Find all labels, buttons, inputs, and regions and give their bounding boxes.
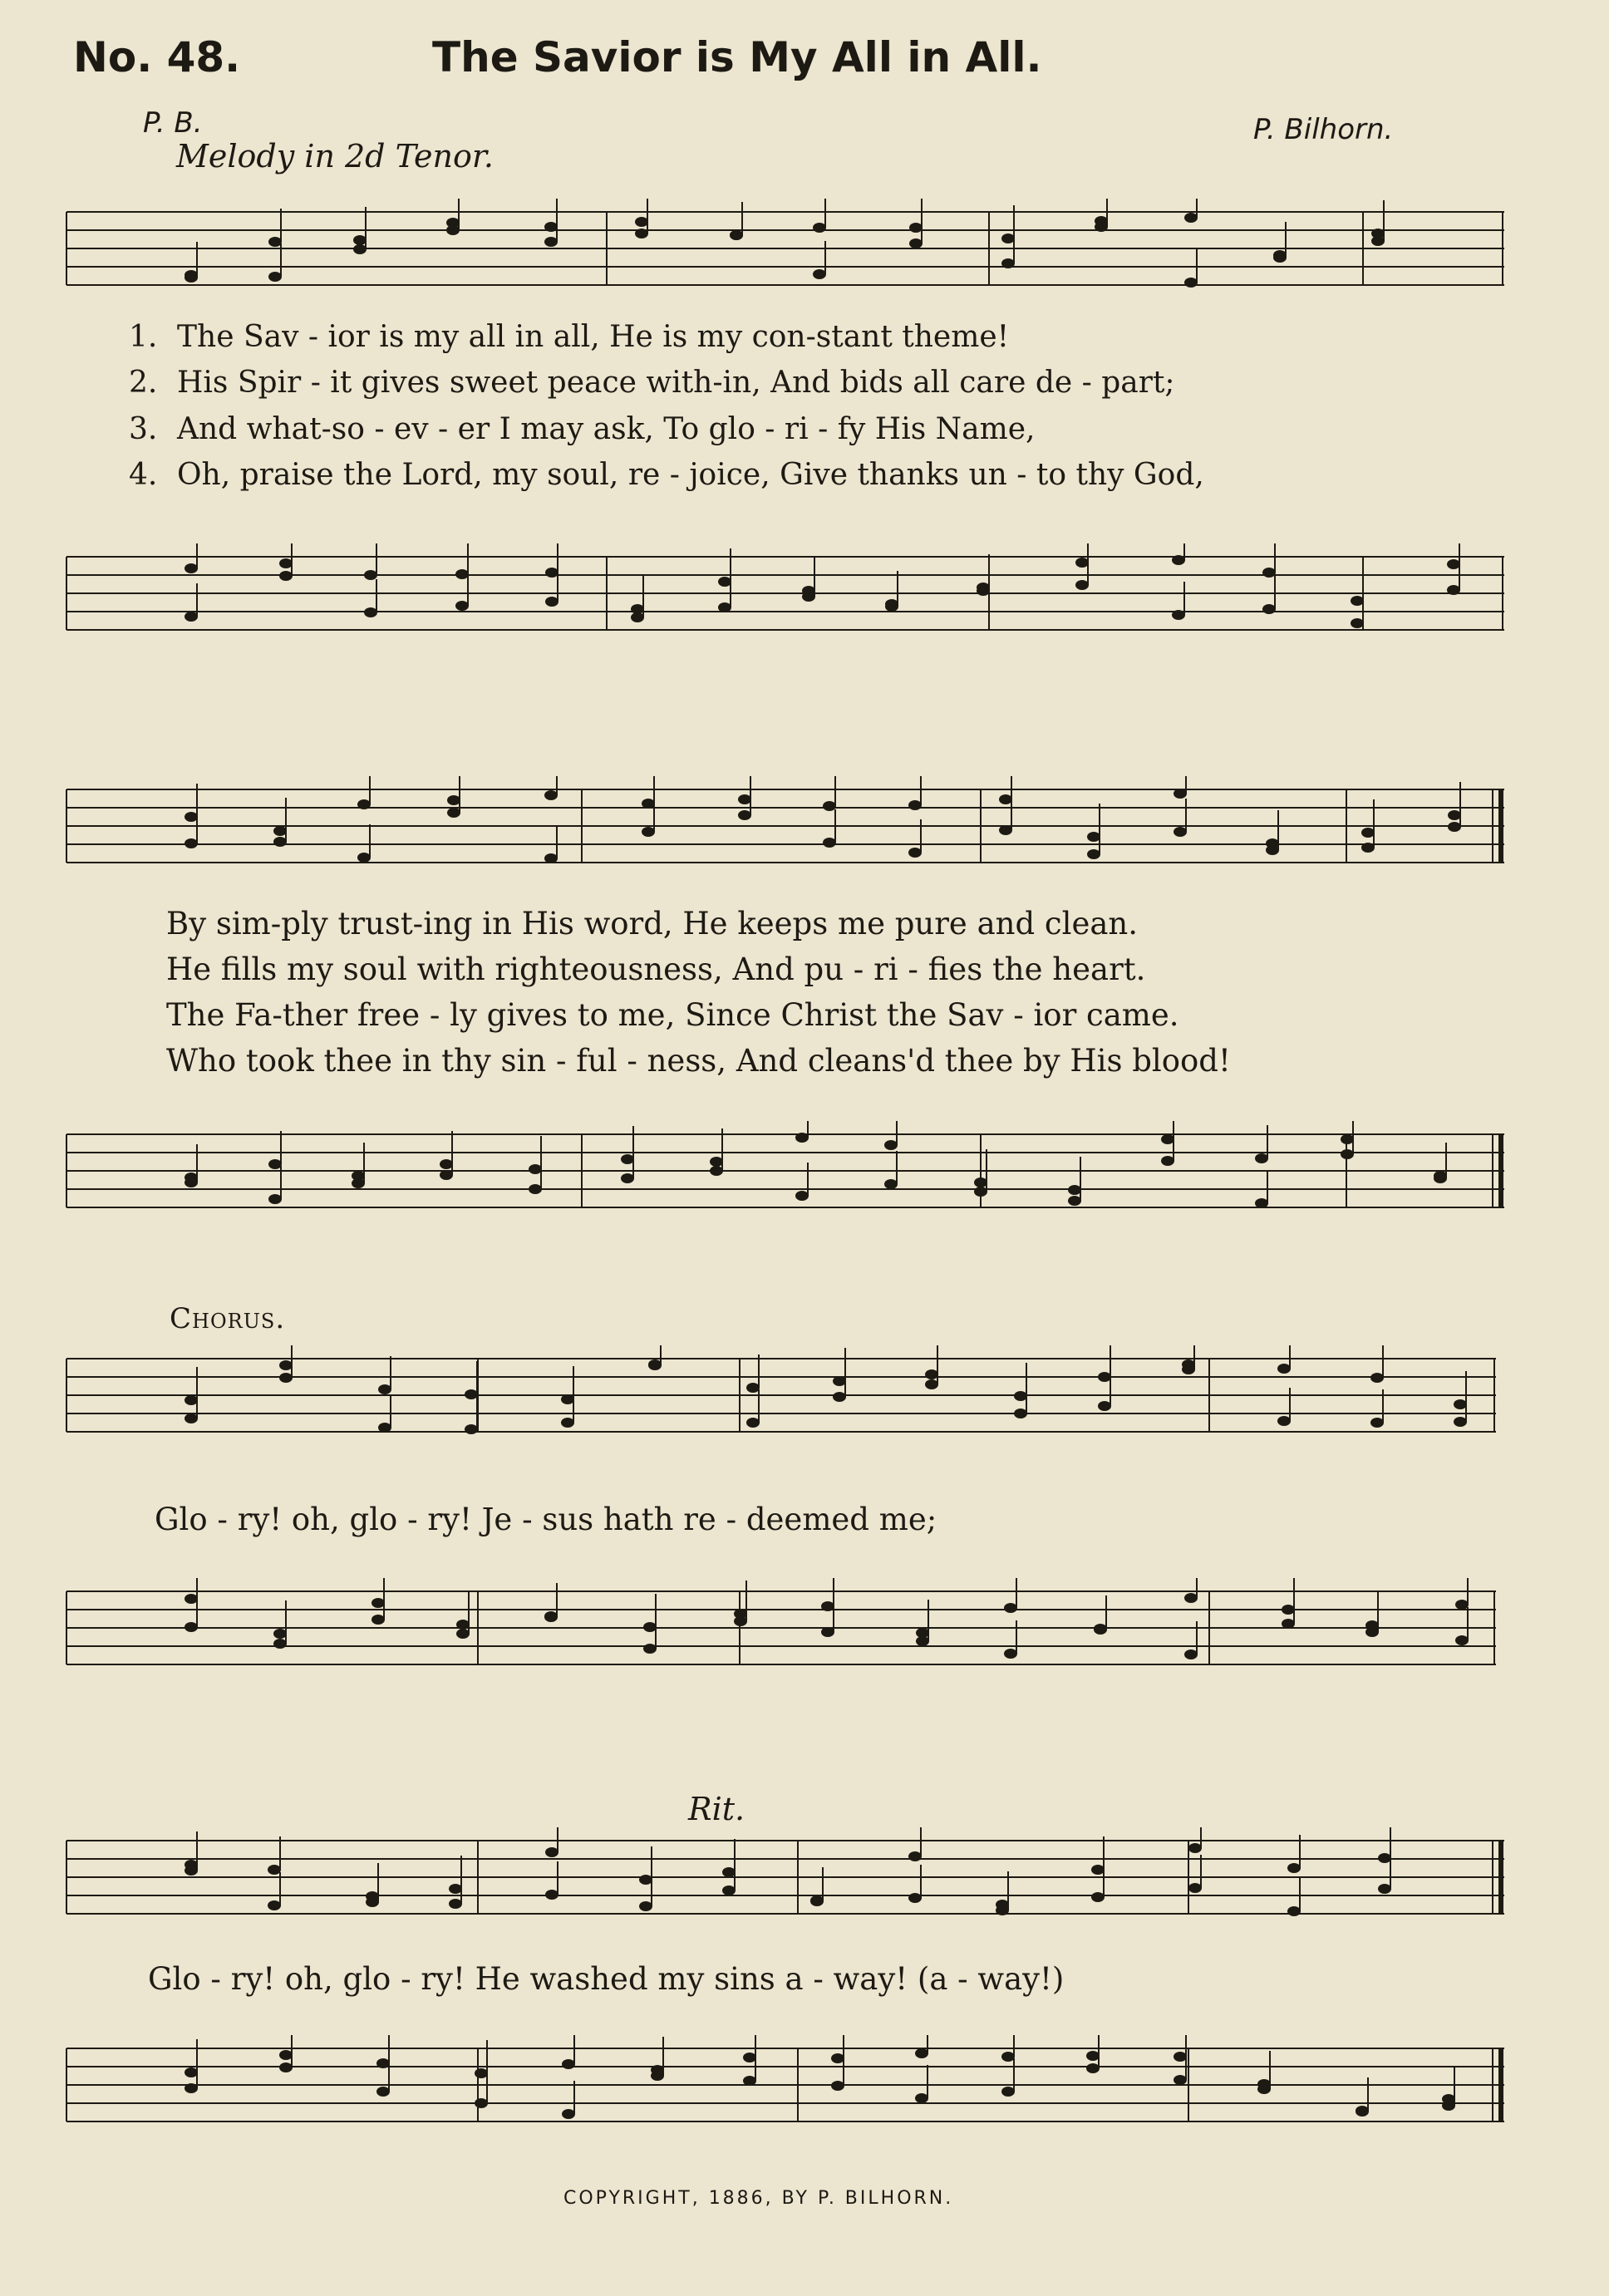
note-head — [823, 838, 836, 848]
note-head — [185, 1413, 198, 1423]
note-head — [561, 1394, 574, 1404]
note-head — [1454, 1417, 1467, 1427]
treble-staff-2 — [0, 773, 1609, 881]
note-head — [621, 1173, 634, 1183]
note-head — [456, 1629, 470, 1639]
note-head — [185, 838, 198, 848]
note-head — [1182, 1359, 1195, 1369]
note-head — [378, 1423, 391, 1433]
note-head — [1001, 234, 1015, 243]
note-head — [1098, 1372, 1111, 1382]
note-head — [908, 1851, 922, 1861]
note-head — [1091, 1865, 1105, 1875]
bass-staff-1 — [0, 540, 1609, 648]
note-head — [1068, 1185, 1081, 1195]
performance-note: Melody in 2d Tenor. — [176, 138, 494, 175]
note-head — [352, 1178, 365, 1188]
chorus-label: Chorus. — [170, 1302, 286, 1335]
note-head — [821, 1627, 834, 1637]
chorus-lyric-2: Glo - ry! oh, glo - ry! He washed my sins a - way! (a - way!) — [148, 1961, 1065, 1997]
note-head — [185, 1866, 198, 1876]
note-head — [1098, 1401, 1111, 1411]
verse-1-line-a: 1. The Sav - ior is my all in all, He is my con-stant theme! — [129, 320, 1010, 354]
note-head — [185, 273, 198, 283]
note-head — [1361, 828, 1375, 838]
note-head — [831, 2053, 844, 2063]
note-head — [802, 586, 815, 596]
note-head — [279, 2062, 293, 2072]
note-head — [1356, 2107, 1369, 2117]
note-head — [1255, 1153, 1268, 1163]
note-head — [529, 1184, 542, 1194]
note-head — [353, 235, 367, 245]
note-head — [1184, 1593, 1198, 1603]
note-head — [915, 2093, 928, 2103]
note-head — [823, 801, 836, 811]
note-head — [1086, 2063, 1100, 2073]
note-head — [710, 1157, 723, 1167]
note-head — [465, 1389, 478, 1399]
note-head — [545, 1890, 558, 1900]
note-head — [268, 1900, 281, 1910]
note-head — [185, 812, 198, 822]
note-head — [447, 795, 460, 805]
note-head — [279, 558, 293, 568]
note-head — [1361, 843, 1375, 853]
note-head — [364, 607, 377, 617]
note-head — [977, 583, 990, 592]
note-head — [1273, 250, 1287, 260]
note-head — [1014, 1391, 1027, 1401]
note-head — [268, 1194, 282, 1204]
note-head — [1172, 555, 1185, 565]
note-head — [1287, 1906, 1301, 1916]
note-head — [353, 244, 367, 254]
note-head — [273, 1639, 287, 1649]
note-head — [268, 272, 282, 282]
note-head — [185, 1622, 198, 1632]
note-head — [544, 853, 558, 863]
note-head — [544, 790, 558, 800]
note-head — [743, 2053, 756, 2062]
note-head — [651, 2065, 664, 2075]
note-head — [1075, 558, 1089, 568]
note-head — [795, 1191, 809, 1201]
note-head — [357, 799, 371, 809]
note-head — [475, 2068, 488, 2078]
chorus-lyric-1: Glo - ry! oh, glo - ry! Je - sus hath re - deemed me; — [155, 1502, 937, 1537]
note-head — [1341, 1149, 1354, 1159]
note-head — [1086, 2051, 1100, 2061]
note-head — [185, 1594, 198, 1604]
note-head — [544, 1611, 558, 1621]
note-head — [562, 2059, 575, 2069]
note-head — [447, 808, 460, 818]
note-head — [545, 597, 558, 607]
note-head — [1161, 1134, 1174, 1144]
hymn-number: No. 48. — [73, 33, 241, 81]
note-head — [268, 237, 282, 247]
note-head — [1075, 580, 1089, 590]
note-head — [279, 1373, 293, 1383]
note-head — [1161, 1156, 1174, 1166]
note-head — [475, 2098, 488, 2108]
note-head — [1001, 2052, 1015, 2062]
note-head — [545, 1847, 558, 1857]
note-head — [1266, 845, 1279, 855]
note-head — [1365, 1620, 1379, 1630]
note-head — [1091, 1892, 1105, 1902]
note-head — [378, 1384, 391, 1394]
note-head — [648, 1360, 662, 1370]
note-head — [1277, 1416, 1291, 1426]
verse-4-line-b: Who took thee in thy sin - ful - ness, And cleans'd thee by His blood! — [166, 1043, 1231, 1079]
note-head — [1351, 596, 1364, 606]
note-head — [925, 1379, 938, 1389]
treble-staff-4 — [0, 1824, 1609, 1932]
note-head — [1262, 604, 1276, 614]
music-credit: P. Bilhorn. — [1253, 113, 1394, 146]
note-head — [1370, 1373, 1384, 1383]
note-head — [1094, 1625, 1107, 1635]
note-head — [738, 794, 751, 804]
verse-2-line-a: 2. His Spir - it gives sweet peace with-in, And bids all care de - part; — [129, 366, 1175, 400]
note-head — [908, 800, 922, 810]
note-head — [1378, 1884, 1391, 1894]
note-head — [1454, 1399, 1467, 1409]
note-head — [1174, 789, 1187, 799]
note-head — [268, 1865, 281, 1875]
note-head — [449, 1899, 462, 1909]
note-head — [185, 1395, 198, 1405]
note-head — [455, 569, 469, 579]
note-head — [465, 1424, 478, 1434]
note-head — [1095, 222, 1108, 232]
note-head — [1001, 258, 1015, 268]
note-head — [273, 837, 287, 847]
note-head — [455, 601, 469, 611]
note-head — [1287, 1863, 1301, 1873]
note-head — [1455, 1635, 1469, 1645]
note-head — [449, 1884, 462, 1894]
note-head — [996, 1900, 1009, 1910]
note-head — [925, 1369, 938, 1379]
note-head — [1341, 1134, 1354, 1144]
note-head — [366, 1897, 379, 1907]
verse-3-line-b: The Fa-ther free - ly gives to me, Since Christ the Sav - ior came. — [166, 997, 1179, 1033]
note-head — [915, 2048, 928, 2058]
note-head — [718, 602, 731, 612]
note-head — [1172, 610, 1185, 620]
note-head — [999, 794, 1012, 804]
note-head — [185, 563, 198, 573]
note-head — [1282, 1619, 1295, 1629]
note-head — [273, 826, 287, 836]
note-head — [639, 1901, 652, 1911]
note-head — [1001, 2087, 1015, 2097]
ritardando-marking: Rit. — [688, 1791, 745, 1827]
note-head — [833, 1376, 846, 1386]
note-head — [974, 1187, 987, 1197]
note-head — [1188, 1883, 1202, 1893]
note-head — [908, 1893, 922, 1903]
note-head — [974, 1177, 987, 1187]
note-head — [621, 1154, 634, 1164]
note-head — [1004, 1603, 1017, 1613]
note-head — [643, 1644, 657, 1654]
note-head — [371, 1598, 385, 1608]
note-head — [738, 810, 751, 820]
note-head — [446, 218, 460, 228]
words-credit: P. B. — [143, 106, 203, 140]
note-head — [545, 568, 558, 578]
hymn-title: The Savior is My All in All. — [432, 33, 1042, 81]
note-head — [909, 223, 923, 233]
note-head — [813, 269, 826, 279]
note-head — [1434, 1173, 1447, 1183]
note-head — [1447, 585, 1460, 595]
note-head — [268, 1159, 282, 1169]
note-head — [1371, 236, 1385, 246]
note-head — [544, 222, 558, 232]
note-head — [884, 1140, 898, 1150]
note-head — [710, 1166, 723, 1176]
note-head — [635, 229, 648, 238]
note-head — [1174, 2075, 1187, 2085]
note-head — [642, 799, 655, 809]
note-head — [1257, 2079, 1271, 2089]
note-head — [185, 2083, 198, 2093]
note-head — [1174, 2052, 1187, 2062]
note-head — [916, 1636, 929, 1646]
treble-staff-3 — [0, 1342, 1609, 1450]
verse-2-line-b: He fills my soul with righteousness, And pu - ri - fies the heart. — [166, 951, 1146, 987]
bass-staff-2 — [0, 1118, 1609, 1226]
verse-1-line-b: By sim-ply trust-ing in His word, He keeps me pure and clean. — [166, 906, 1139, 942]
note-head — [1282, 1605, 1295, 1615]
note-head — [730, 230, 743, 240]
note-head — [440, 1159, 453, 1169]
note-head — [1262, 568, 1276, 578]
note-head — [643, 1622, 657, 1632]
note-head — [1370, 1418, 1384, 1428]
note-head — [746, 1383, 760, 1393]
note-head — [185, 2067, 198, 2077]
note-head — [746, 1418, 760, 1428]
note-head — [544, 237, 558, 247]
note-head — [357, 853, 371, 863]
note-head — [821, 1601, 834, 1611]
note-head — [1277, 1364, 1291, 1374]
treble-staff-1 — [0, 195, 1609, 303]
note-head — [376, 2058, 390, 2068]
note-head — [1014, 1409, 1027, 1418]
note-head — [884, 1179, 898, 1189]
note-head — [1087, 832, 1100, 842]
note-head — [185, 612, 198, 622]
note-head — [279, 571, 293, 581]
note-head — [1351, 618, 1364, 628]
note-head — [1184, 213, 1198, 223]
note-head — [376, 2087, 390, 2097]
note-head — [722, 1885, 736, 1895]
note-head — [999, 825, 1012, 835]
note-head — [1378, 1853, 1391, 1863]
note-head — [529, 1164, 542, 1174]
note-head — [456, 1620, 470, 1630]
note-head — [185, 1177, 198, 1187]
note-head — [722, 1867, 736, 1877]
note-head — [364, 570, 377, 580]
bass-staff-3 — [0, 1575, 1609, 1683]
note-head — [371, 1615, 385, 1625]
bass-staff-4 — [0, 2032, 1609, 2140]
note-head — [1184, 278, 1198, 288]
note-head — [1004, 1649, 1017, 1659]
copyright-notice: COPYRIGHT, 1886, BY P. BILHORN. — [563, 2188, 954, 2209]
note-head — [795, 1133, 809, 1143]
note-head — [1455, 1600, 1469, 1610]
verse-3-line-a: 3. And what-so - ev - er I may ask, To glo - ri - fy His Name, — [129, 412, 1036, 446]
note-head — [810, 1895, 824, 1905]
note-head — [1068, 1196, 1081, 1206]
note-head — [831, 2081, 844, 2091]
note-head — [909, 238, 923, 248]
note-head — [1184, 1649, 1198, 1659]
note-head — [813, 223, 826, 233]
note-head — [1448, 822, 1461, 832]
note-head — [743, 2076, 756, 2086]
note-head — [718, 577, 731, 587]
note-head — [440, 1170, 453, 1180]
note-head — [561, 1418, 574, 1428]
note-head — [908, 848, 922, 858]
note-head — [273, 1629, 287, 1639]
note-head — [631, 612, 644, 622]
note-head — [1447, 559, 1460, 569]
note-head — [639, 1875, 652, 1885]
note-head — [562, 2109, 575, 2119]
note-head — [642, 827, 655, 837]
note-head — [1087, 849, 1100, 859]
note-head — [279, 1360, 293, 1370]
verse-4-line-a: 4. Oh, praise the Lord, my soul, re - joice, Give thanks un - to thy God, — [129, 458, 1204, 492]
note-head — [885, 602, 898, 612]
note-head — [833, 1392, 846, 1402]
note-head — [1442, 2094, 1455, 2104]
note-head — [734, 1616, 747, 1626]
note-head — [635, 217, 648, 227]
note-head — [1174, 827, 1187, 837]
note-head — [1448, 810, 1461, 820]
note-head — [1255, 1198, 1268, 1208]
note-head — [1188, 1843, 1202, 1853]
note-head — [279, 2050, 293, 2060]
